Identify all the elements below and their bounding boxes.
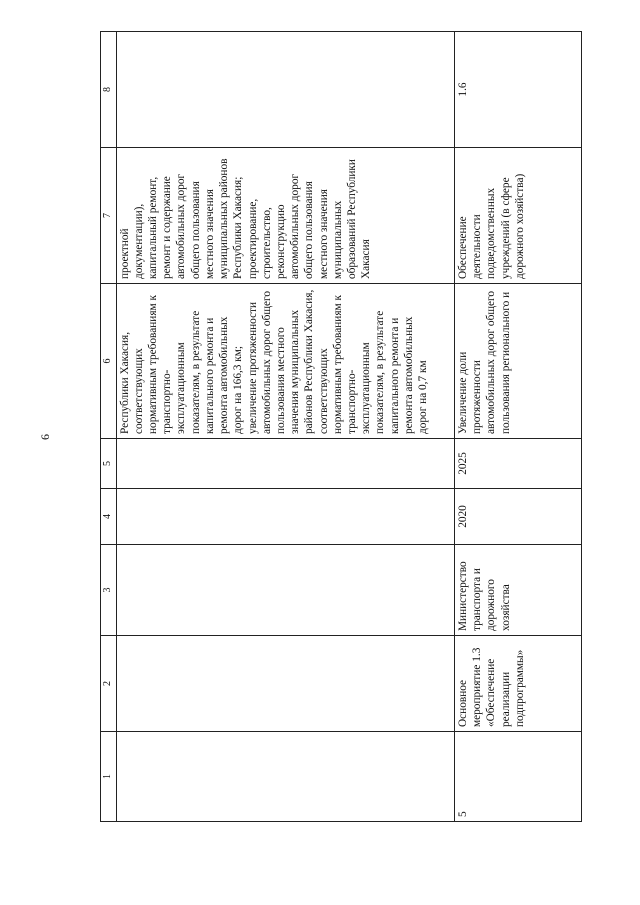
column-number: 3 xyxy=(101,545,117,636)
executor-cell: Министерство транспорта и дорожного хозяйства xyxy=(455,545,582,636)
start-year-cell: 2020 xyxy=(455,489,582,545)
continuation-row xyxy=(116,32,454,822)
row-number-cell: 5 xyxy=(455,732,582,822)
cell-empty xyxy=(116,32,454,148)
indicator-cell: 1.6 xyxy=(455,32,582,148)
column-number: 8 xyxy=(101,32,117,148)
activity-name-cell: Основное мероприятие 1.3 «Обеспечение реализации подпрограммы» xyxy=(455,636,582,732)
end-year-cell: 2025 xyxy=(455,439,582,489)
cell-empty xyxy=(116,545,454,636)
column-number: 1 xyxy=(101,732,117,822)
column-number: 4 xyxy=(101,489,117,545)
column-number: 6 xyxy=(101,284,117,439)
table-row-5 xyxy=(455,32,582,822)
cell-empty xyxy=(116,636,454,732)
page-number: 6 xyxy=(38,434,52,440)
activity-direction-cell: проектной документации), капитальный ремонт, ремонт и содержание автомобильных дорог общего пользования местного значения муниципальных районов Республики Хакасия; проектирование, строительство, реконструкцию автомобильных дорог общего пользования местного значения муниципальных образований Республики Хакасия xyxy=(116,148,454,284)
cell-empty xyxy=(116,439,454,489)
column-number: 5 xyxy=(101,439,117,489)
expected-result-cell: Республики Хакасия, соответствующих нормативным требованиям к транспортно-эксплуатационным показателям, в результате капитального ремонта и ремонта автомобильных дорог на 166,3 км; увеличение протяженности автомобильных дорог общего пользования местного значения муниципальных районов Республики Хакасия, соответствующих нормативным требованиям к транспортно-эксплуатационным показателям, в результате капитального ремонта и ремонта автомобильных дорог на 0,7 км xyxy=(116,284,454,439)
column-number-row xyxy=(101,32,117,822)
cell-empty xyxy=(116,732,454,822)
column-number: 2 xyxy=(101,636,117,732)
activity-direction-cell: Обеспечение деятельности подведомственных учреждений (в сфере дорожного хозяйства) xyxy=(455,148,582,284)
column-number: 7 xyxy=(101,148,117,284)
expected-result-cell: Увеличение доли протяженности автомобильных дорог общего пользования регионального и xyxy=(455,284,582,439)
cell-empty xyxy=(116,489,454,545)
program-activities-table xyxy=(100,31,582,822)
rotated-table-container xyxy=(100,32,582,822)
